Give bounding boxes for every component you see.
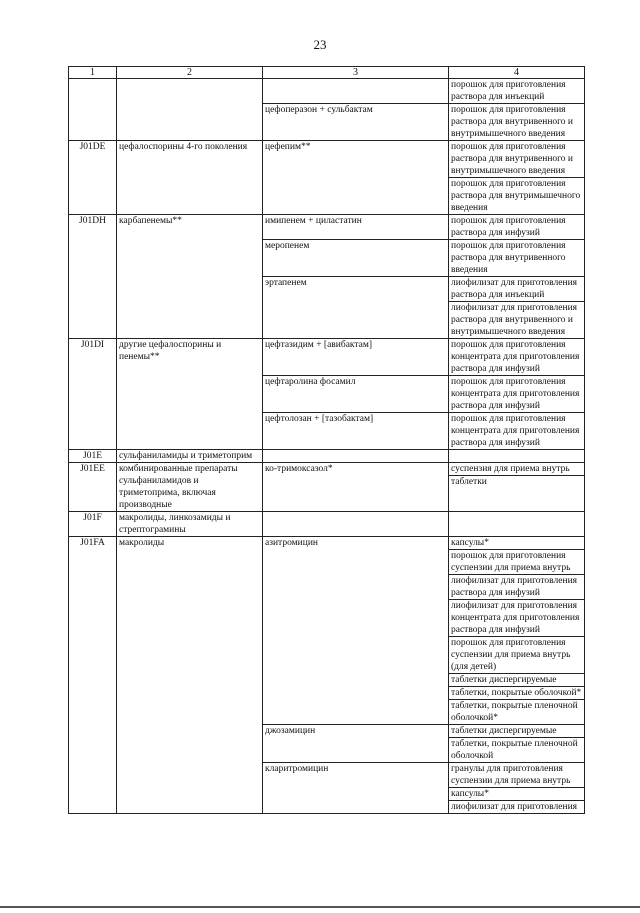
drug-name-cell: кларитромицин [263,763,449,814]
table-row [69,512,585,537]
dosage-form [449,512,584,524]
dosage-form: лиофилизат для приготовления раствора для внутривенного и внутримышечного введения [449,301,584,338]
group-name-cell: сульфаниламиды и триметоприм [117,450,263,463]
drug-name-cell: цефтазидим + [авибактам] [263,339,449,376]
page-number: 23 [313,37,327,52]
dosage-form: порошок для приготовления раствора для инфузий [451,216,566,238]
dosage-form: порошок для приготовления концентрата для приготовления раствора для инфузий [451,377,580,411]
dosage-form: суспензия для приема внутрь [451,464,570,474]
drug-name-cell [263,450,449,463]
group-name-cell: другие цефалоспорины и пенемы** [117,339,263,450]
dosage-form: порошок для приготовления суспензии для приема внутрь (для детей) [449,636,584,673]
dosage-forms-cell [449,450,585,463]
drug-name-cell: ко-тримоксазол* [263,463,449,512]
dosage-form: порошок для приготовления концентрата для приготовления раствора для инфузий [451,414,580,448]
dosage-form: лиофилизат для приготовления раствора для инъекций [451,278,578,300]
scan-border-line [0,906,640,908]
dosage-forms-cell [449,277,585,339]
atc-code-cell: J01FA [69,537,117,814]
dosage-forms-cell [449,537,585,725]
table-row [69,450,585,463]
dosage-form: таблетки [449,475,584,488]
column-header: 1 [69,67,117,79]
drug-name-cell: джозамицин [263,725,449,763]
group-name-cell: цефалоспорины 4-го поколения [117,141,263,215]
atc-code-cell: J01DE [69,141,117,215]
dosage-form: порошок для приготовления раствора для внутривенного введения [451,241,566,275]
group-name-cell: комбинированные препараты сульфаниламидов и триметоприма, включая производные [117,463,263,512]
dosage-form: лиофилизат для приготовления концентрата для приготовления раствора для инфузий [449,599,584,636]
dosage-form: порошок для приготовления раствора для внутримышечного введения [449,177,584,214]
table-row [69,463,585,512]
drug-name-cell: имипенем + циластатин [263,215,449,240]
table-row [69,339,585,376]
dosage-forms-cell [449,413,585,450]
dosage-form: порошок для приготовления концентрата для приготовления раствора для инфузий [451,340,580,374]
drug-table [68,66,585,814]
column-header: 2 [117,67,263,79]
group-name-cell: макролиды [117,537,263,814]
dosage-forms-cell [449,79,585,104]
atc-code-cell: J01DI [69,339,117,450]
dosage-forms-cell [449,376,585,413]
group-name-cell: карбапенемы** [117,215,263,339]
dosage-form: порошок для приготовления раствора для инъекций [451,80,566,102]
header-row [69,67,585,79]
dosage-form: порошок для приготовления раствора для внутривенного и внутримышечного введения [451,105,574,139]
dosage-form: таблетки, покрытые оболочкой* [449,686,584,699]
dosage-form: капсулы* [451,538,489,548]
atc-code-cell [69,79,117,141]
dosage-forms-cell [449,463,585,512]
table-row [69,215,585,240]
dosage-form: порошок для приготовления суспензии для приема внутрь [449,549,584,574]
drug-name-cell: меропенем [263,240,449,277]
dosage-form: капсулы* [449,787,584,800]
atc-code-cell: J01EE [69,463,117,512]
atc-code-cell: J01E [69,450,117,463]
atc-code-cell: J01DH [69,215,117,339]
column-header: 4 [449,67,585,79]
dosage-form: лиофилизат для приготовления [449,800,584,813]
dosage-forms-cell [449,141,585,215]
table-row [69,79,585,104]
drug-name-cell: цефоперазон + сульбактам [263,104,449,141]
dosage-forms-cell [449,725,585,763]
dosage-form: порошок для приготовления раствора для внутривенного и внутримышечного введения [451,142,574,176]
dosage-form [449,450,584,462]
atc-code-cell: J01F [69,512,117,537]
dosage-form: таблетки, покрытые пленочной оболочкой [449,737,584,762]
dosage-forms-cell [449,339,585,376]
drug-name-cell: цефтаролина фосамил [263,376,449,413]
dosage-forms-cell [449,240,585,277]
dosage-forms-cell [449,512,585,537]
dosage-forms-cell [449,763,585,814]
drug-name-cell: азитромицин [263,537,449,725]
dosage-form: таблетки диспергируемые [451,726,557,736]
group-name-cell: макролиды, линкозамиды и стрептограмины [117,512,263,537]
dosage-form: гранулы для приготовления суспензии для приема внутрь [451,764,571,786]
drug-name-cell: эртапенем [263,277,449,339]
column-header: 3 [263,67,449,79]
dosage-forms-cell [449,215,585,240]
table-row [69,141,585,215]
drug-name-cell: цефепим** [263,141,449,215]
dosage-form: таблетки, покрытые пленочной оболочкой* [449,699,584,724]
dosage-forms-cell [449,104,585,141]
drug-name-cell [263,79,449,104]
drug-name-cell: цефтолозан + [тазобактам] [263,413,449,450]
drug-name-cell [263,512,449,537]
table-row [69,537,585,725]
dosage-form: лиофилизат для приготовления раствора для инфузий [449,574,584,599]
dosage-form: таблетки диспергируемые [449,673,584,686]
group-name-cell [117,79,263,141]
